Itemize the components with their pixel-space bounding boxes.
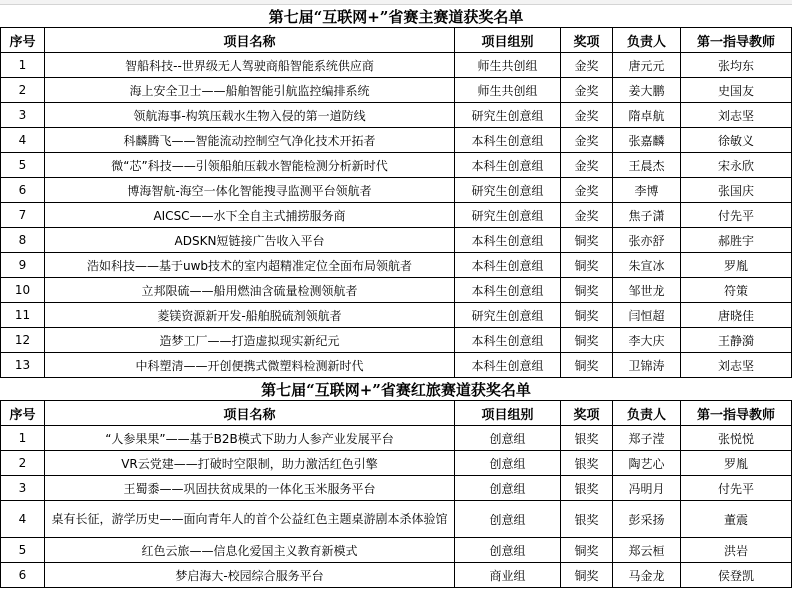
table-row [1,253,792,278]
cell-advisor[interactable]: 张国庆 [681,178,792,203]
cell-index[interactable]: 13 [1,353,45,378]
cell-index[interactable]: 3 [1,476,45,501]
cell-leader[interactable]: 李大庆 [613,328,681,353]
cell-group[interactable]: 本科生创意组 [455,278,561,303]
cell-award[interactable]: 铜奖 [561,253,613,278]
cell-award[interactable]: 金奖 [561,153,613,178]
col-header-project[interactable]: 项目名称 [45,401,455,426]
cell-award[interactable]: 银奖 [561,451,613,476]
cell-index[interactable]: 1 [1,426,45,451]
cell-leader[interactable]: 朱宣冰 [613,253,681,278]
cell-project-name[interactable]: 智船科技--世界级无人驾驶商船智能系统供应商 [45,53,455,78]
table-row [1,451,792,476]
col-header-award[interactable]: 奖项 [561,401,613,426]
table-row [1,78,792,103]
table-row [1,203,792,228]
cell-leader[interactable]: 邹世龙 [613,278,681,303]
cell-index[interactable]: 2 [1,78,45,103]
cell-group[interactable]: 本科生创意组 [455,353,561,378]
table-row [1,353,792,378]
cell-group[interactable]: 本科生创意组 [455,153,561,178]
red-track-title[interactable]: 第七届“互联网+”省赛红旅赛道获奖名单 [1,378,792,401]
cell-group[interactable]: 师生共创组 [455,78,561,103]
cell-index[interactable]: 4 [1,501,45,538]
cell-advisor[interactable]: 唐晓佳 [681,303,792,328]
table-row [1,563,792,588]
cell-group[interactable]: 创意组 [455,451,561,476]
cell-leader[interactable]: 彭采扬 [613,501,681,538]
cell-project-name[interactable]: 浩如科技——基于uwb技术的室内超精准定位全面布局领航者 [45,253,455,278]
cell-group[interactable]: 研究生创意组 [455,203,561,228]
cell-leader[interactable]: 闫恒超 [613,303,681,328]
cell-advisor[interactable]: 董震 [681,501,792,538]
col-header-project[interactable]: 项目名称 [45,28,455,53]
col-header-advisor[interactable]: 第一指导教师 [681,28,792,53]
cell-group[interactable]: 创意组 [455,426,561,451]
cell-leader[interactable]: 卫锦涛 [613,353,681,378]
cell-project-name[interactable]: 立邦限硫——船用燃油含硫量检测领航者 [45,278,455,303]
cell-advisor[interactable]: 张均东 [681,53,792,78]
cell-award[interactable]: 铜奖 [561,228,613,253]
cell-project-name[interactable]: 中科塑清——开创便携式微塑料检测新时代 [45,353,455,378]
cell-group[interactable]: 本科生创意组 [455,128,561,153]
cell-index[interactable]: 6 [1,563,45,588]
red-track-table [0,378,792,588]
cell-leader[interactable]: 王晨杰 [613,153,681,178]
cell-group[interactable]: 研究生创意组 [455,303,561,328]
cell-advisor[interactable]: 侯登凯 [681,563,792,588]
cell-group[interactable]: 创意组 [455,476,561,501]
cell-project-name[interactable]: 博海智航-海空一体化智能搜寻监测平台领航者 [45,178,455,203]
cell-project-name[interactable]: 海上安全卫士——船舶智能引航监控编排系统 [45,78,455,103]
cell-index[interactable]: 4 [1,128,45,153]
cell-index[interactable]: 9 [1,253,45,278]
cell-advisor[interactable]: 刘志坚 [681,353,792,378]
cell-advisor[interactable]: 洪岩 [681,538,792,563]
cell-advisor[interactable]: 罗胤 [681,451,792,476]
cell-award[interactable]: 金奖 [561,128,613,153]
cell-advisor[interactable]: 付先平 [681,203,792,228]
cell-advisor[interactable]: 王静漪 [681,328,792,353]
main-track-table [0,5,792,378]
cell-project-name[interactable]: 造梦工厂——打造虚拟现实新纪元 [45,328,455,353]
cell-award[interactable]: 铜奖 [561,278,613,303]
col-header-group[interactable]: 项目组别 [455,401,561,426]
col-header-leader[interactable]: 负责人 [613,401,681,426]
cell-award[interactable]: 铜奖 [561,303,613,328]
cell-index[interactable]: 10 [1,278,45,303]
cell-project-name[interactable]: 梦启海大-校园综合服务平台 [45,563,455,588]
cell-leader[interactable]: 张嘉麟 [613,128,681,153]
cell-leader[interactable]: 姜大鹏 [613,78,681,103]
header-row [1,28,792,53]
cell-project-name[interactable]: “人参果果”——基于B2B模式下助力人参产业发展平台 [45,426,455,451]
table-row [1,103,792,128]
table-row [1,128,792,153]
cell-leader[interactable]: 张亦舒 [613,228,681,253]
cell-award[interactable]: 铜奖 [561,328,613,353]
cell-project-name[interactable]: 红色云旅——信息化爱国主义教育新模式 [45,538,455,563]
cell-award[interactable]: 铜奖 [561,563,613,588]
cell-award[interactable]: 银奖 [561,476,613,501]
cell-advisor[interactable]: 史国友 [681,78,792,103]
table-row [1,501,792,538]
cell-award[interactable]: 银奖 [561,426,613,451]
cell-group[interactable]: 研究生创意组 [455,103,561,128]
cell-index[interactable]: 7 [1,203,45,228]
cell-index[interactable]: 3 [1,103,45,128]
cell-award[interactable]: 铜奖 [561,538,613,563]
main-track-title[interactable]: 第七届“互联网+”省赛主赛道获奖名单 [1,5,792,28]
table-row [1,228,792,253]
cell-project-name[interactable]: AICSC——水下全自主式捕捞服务商 [45,203,455,228]
cell-group[interactable]: 商业组 [455,563,561,588]
cell-index[interactable]: 11 [1,303,45,328]
cell-leader[interactable]: 陶艺心 [613,451,681,476]
cell-leader[interactable]: 冯明月 [613,476,681,501]
cell-award[interactable]: 金奖 [561,103,613,128]
cell-leader[interactable]: 唐元元 [613,53,681,78]
cell-award[interactable]: 金奖 [561,53,613,78]
cell-leader[interactable]: 马金龙 [613,563,681,588]
cell-project-name[interactable]: 领航海事-构筑压载水生物入侵的第一道防线 [45,103,455,128]
cell-advisor[interactable]: 罗胤 [681,253,792,278]
col-header-leader[interactable]: 负责人 [613,28,681,53]
table-row [1,153,792,178]
cell-project-name[interactable]: ADSKN短链接广告收入平台 [45,228,455,253]
cell-project-name[interactable]: 菱镁资源新开发-船舶脱硫剂领航者 [45,303,455,328]
cell-project-name[interactable]: 王蜀黍——巩固扶贫成果的一体化玉米服务平台 [45,476,455,501]
cell-advisor[interactable]: 刘志坚 [681,103,792,128]
cell-award[interactable]: 金奖 [561,178,613,203]
col-header-index[interactable]: 序号 [1,28,45,53]
cell-group[interactable]: 本科生创意组 [455,253,561,278]
cell-advisor[interactable]: 付先平 [681,476,792,501]
cell-leader[interactable]: 郑云桓 [613,538,681,563]
table-row [1,328,792,353]
cell-advisor[interactable]: 符策 [681,278,792,303]
col-header-index[interactable]: 序号 [1,401,45,426]
cell-group[interactable]: 研究生创意组 [455,178,561,203]
cell-award[interactable]: 银奖 [561,501,613,538]
cell-advisor[interactable]: 宋永欣 [681,153,792,178]
cell-advisor[interactable]: 郝胜宇 [681,228,792,253]
cell-index[interactable]: 5 [1,153,45,178]
cell-leader[interactable]: 焦子潇 [613,203,681,228]
cell-leader[interactable]: 李博 [613,178,681,203]
col-header-group[interactable]: 项目组别 [455,28,561,53]
cell-index[interactable]: 5 [1,538,45,563]
cell-index[interactable]: 1 [1,53,45,78]
table-row [1,476,792,501]
cell-advisor[interactable]: 张悦悦 [681,426,792,451]
table-row [1,278,792,303]
cell-group[interactable]: 创意组 [455,538,561,563]
table-row [1,538,792,563]
table-row [1,178,792,203]
cell-project-name[interactable]: 科麟腾飞——智能流动控制空气净化技术开拓者 [45,128,455,153]
cell-project-name[interactable]: 桌有长征，游学历史——面向青年人的首个公益红色主题桌游剧本杀体验馆 [45,501,455,538]
header-row [1,401,792,426]
col-header-award[interactable]: 奖项 [561,28,613,53]
cell-leader[interactable]: 隋卓航 [613,103,681,128]
cell-group[interactable]: 本科生创意组 [455,328,561,353]
cell-group[interactable]: 本科生创意组 [455,228,561,253]
table-row [1,53,792,78]
cell-leader[interactable]: 郑子滢 [613,426,681,451]
col-header-advisor[interactable]: 第一指导教师 [681,401,792,426]
cell-index[interactable]: 6 [1,178,45,203]
cell-advisor[interactable]: 徐敏义 [681,128,792,153]
cell-award[interactable]: 铜奖 [561,353,613,378]
table-row [1,303,792,328]
table-row [1,426,792,451]
cell-award[interactable]: 金奖 [561,78,613,103]
cell-index[interactable]: 2 [1,451,45,476]
cell-group[interactable]: 师生共创组 [455,53,561,78]
cell-project-name[interactable]: 微“芯”科技——引领船舶压载水智能检测分析新时代 [45,153,455,178]
cell-group[interactable]: 创意组 [455,501,561,538]
cell-index[interactable]: 12 [1,328,45,353]
cell-index[interactable]: 8 [1,228,45,253]
cell-award[interactable]: 金奖 [561,203,613,228]
cell-project-name[interactable]: VR云党建——打破时空限制，助力激活红色引擎 [45,451,455,476]
